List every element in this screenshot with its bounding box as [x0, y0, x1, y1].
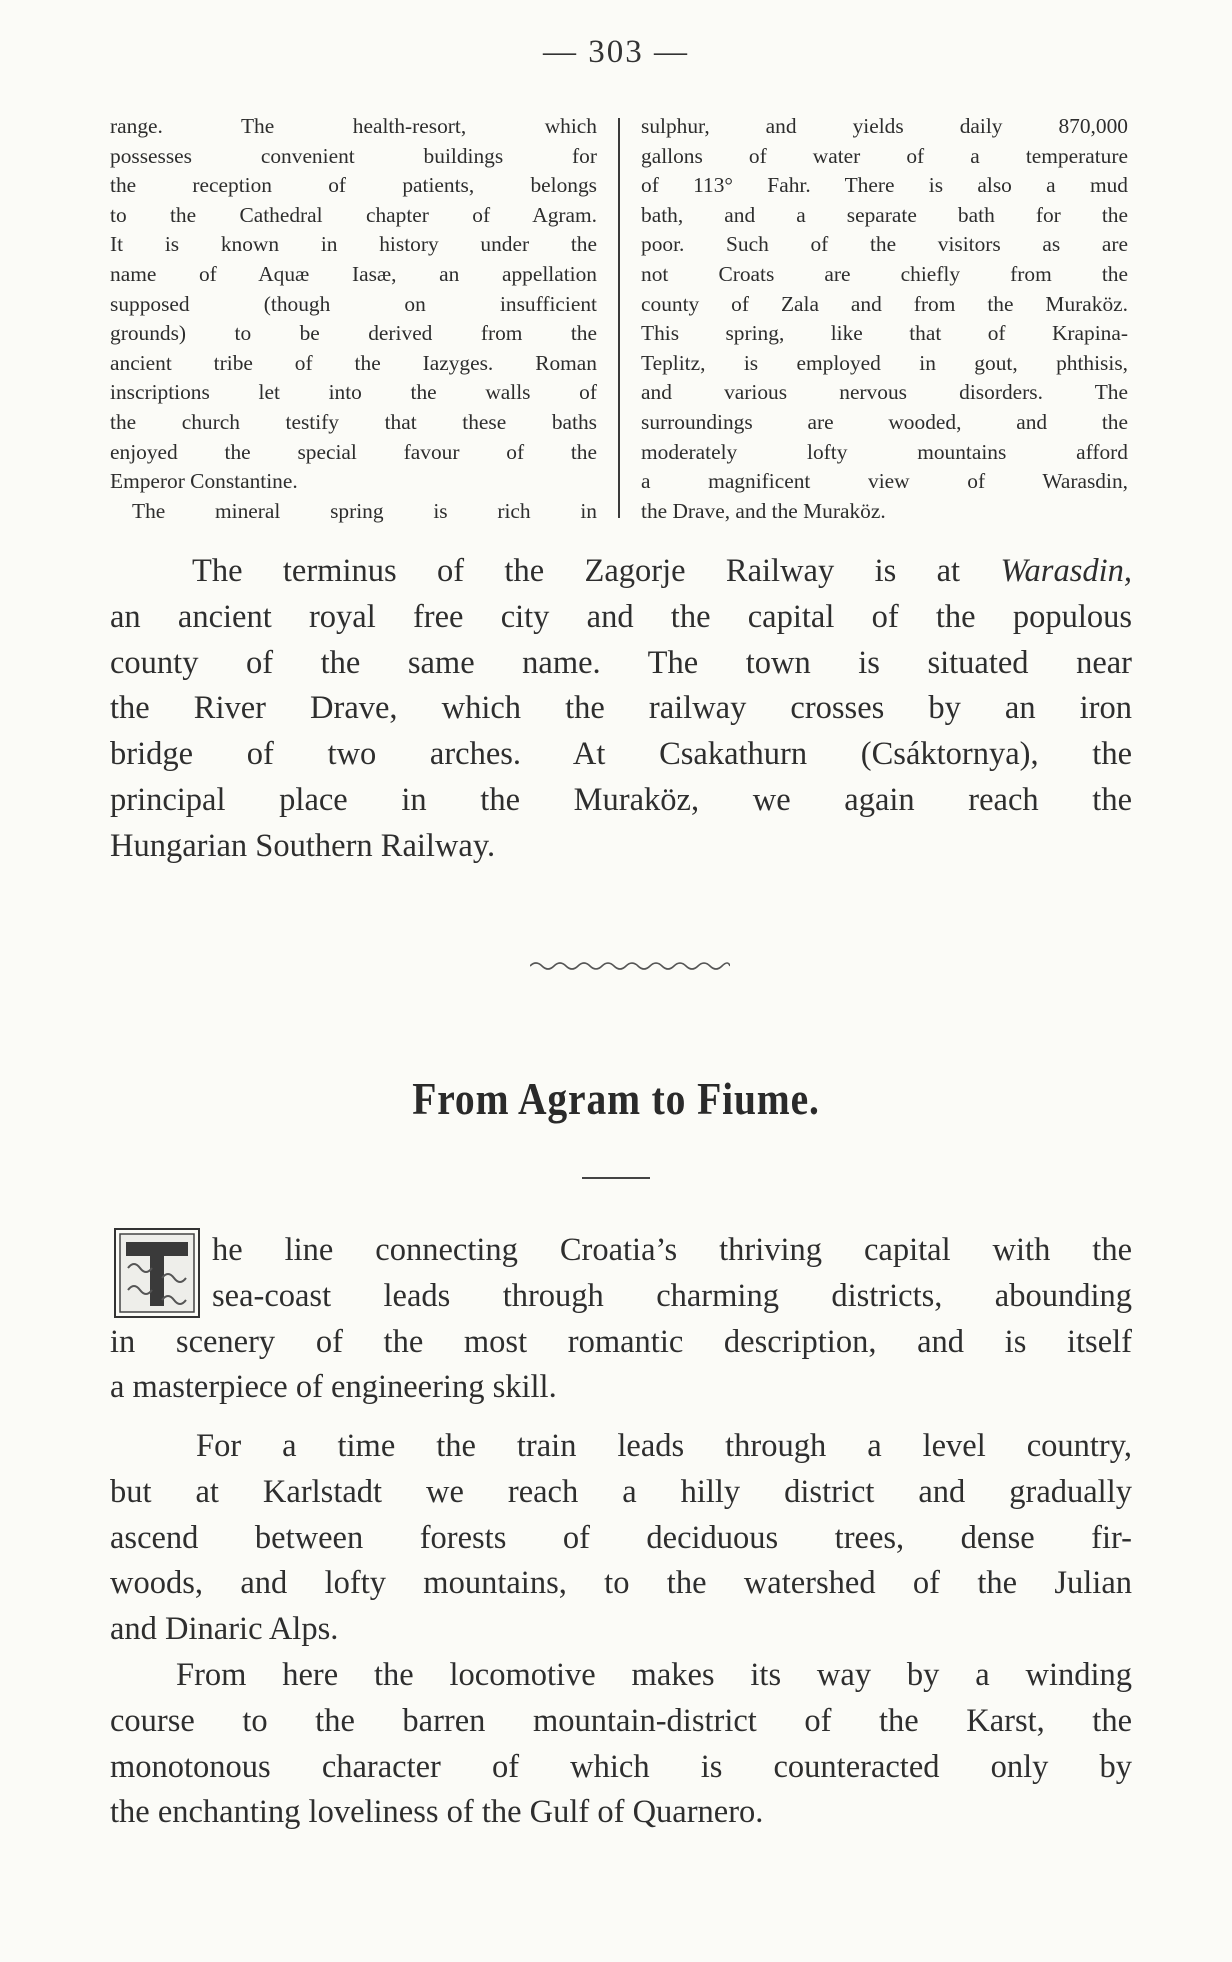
column-line: bath, and a separate bath for the — [641, 202, 1128, 227]
column-line: supposed (though on insufficient — [110, 291, 597, 316]
title-rule — [582, 1177, 650, 1179]
wavy-ornament — [530, 958, 730, 974]
column-line: to the Cathedral chapter of Agram. — [110, 202, 597, 227]
column-line: of 113° Fahr. There is also a mud — [641, 173, 1128, 198]
paragraph-line: bridge of two arches. At Csakathurn (Csáktornya), the — [110, 736, 1132, 773]
column-divider — [618, 118, 620, 518]
column-line: range. The health-resort, which — [110, 114, 597, 138]
right-column — [641, 112, 1128, 526]
paragraph-line: and Dinaric Alps. — [110, 1611, 339, 1648]
karst-paragraph — [110, 1653, 1132, 1836]
intro-paragraph — [110, 1228, 1132, 1411]
column-line: poor. Such of the visitors as are — [641, 232, 1128, 257]
paragraph-line: principal place in the Muraköz, we again reach the — [110, 781, 1132, 818]
paragraph-line: Hungarian Southern Railway. — [110, 827, 496, 864]
line-text: The terminus of the Zagorje Railway is at — [192, 553, 961, 589]
column-line: Emperor Constantine. — [110, 469, 298, 494]
column-line: The mineral spring is rich in — [132, 498, 597, 523]
place-name-warasdin: Warasdin, — [1000, 553, 1132, 589]
warasdin-paragraph — [110, 549, 1132, 870]
karlstadt-paragraph — [110, 1424, 1132, 1653]
column-line: ancient tribe of the Iazyges. Roman — [110, 350, 597, 375]
column-line: Teplitz, is employed in gout, phthisis, — [641, 350, 1128, 375]
column-line: enjoyed the special favour of the — [110, 439, 597, 464]
column-line: the Drave, and the Muraköz. — [641, 498, 886, 523]
column-line: the church testify that these baths — [110, 409, 597, 434]
paragraph-line: a masterpiece of engineering skill. — [110, 1369, 557, 1406]
page-number: — 303 — — [543, 34, 689, 70]
paragraph-line: in scenery of the most romantic description, and is itself — [110, 1323, 1132, 1360]
column-line: surroundings are wooded, and the — [641, 409, 1128, 434]
left-column — [110, 112, 597, 526]
column-line: gallons of water of a temperature — [641, 143, 1128, 168]
column-line: It is known in history under the — [110, 232, 597, 257]
paragraph-line: county of the same name. The town is situated near — [110, 644, 1132, 681]
column-line: not Croats are chiefly from the — [641, 261, 1128, 286]
paragraph-line: For a time the train leads through a level country, — [196, 1428, 1132, 1464]
column-line: This spring, like that of Krapina- — [641, 321, 1128, 346]
column-line: county of Zala and from the Muraköz. — [641, 291, 1128, 316]
column-line: a magnificent view of Warasdin, — [641, 469, 1128, 494]
column-line: name of Aquæ Iasæ, an appellation — [110, 261, 597, 286]
column-line: moderately lofty mountains afford — [641, 439, 1128, 464]
section-title: From Agram to Fiume. — [412, 1073, 820, 1124]
column-line: inscriptions let into the walls of — [110, 380, 597, 405]
column-line: the reception of patients, belongs — [110, 173, 597, 198]
paragraph-line: the River Drave, which the railway crosses by an iron — [110, 690, 1132, 727]
column-line: and various nervous disorders. The — [641, 380, 1128, 405]
paragraph-line: From here the locomotive makes its way by a winding — [176, 1657, 1132, 1693]
paragraph-line: woods, and lofty mountains, to the watershed of the Julian — [110, 1565, 1132, 1602]
paragraph-line: an ancient royal free city and the capital of the populous — [110, 598, 1132, 635]
paragraph-line: monotonous character of which is counteracted only by — [110, 1748, 1132, 1785]
paragraph-line: course to the barren mountain-district of the Karst, the — [110, 1702, 1132, 1739]
paragraph-line: the enchanting loveliness of the Gulf of Quarnero. — [110, 1794, 764, 1831]
paragraph-line: he line connecting Croatia’s thriving capital with the — [212, 1232, 1132, 1268]
paragraph-line: sea-coast leads through charming districts, abounding — [212, 1277, 1132, 1314]
column-line: sulphur, and yields daily 870,000 — [641, 114, 1128, 138]
paragraph-line — [110, 549, 1132, 595]
column-line: possesses convenient buildings for — [110, 143, 597, 168]
column-line: grounds) to be derived from the — [110, 321, 597, 346]
paragraph-line: but at Karlstadt we reach a hilly district and gradually — [110, 1473, 1132, 1510]
paragraph-line: ascend between forests of deciduous trees, dense fir- — [110, 1519, 1132, 1556]
